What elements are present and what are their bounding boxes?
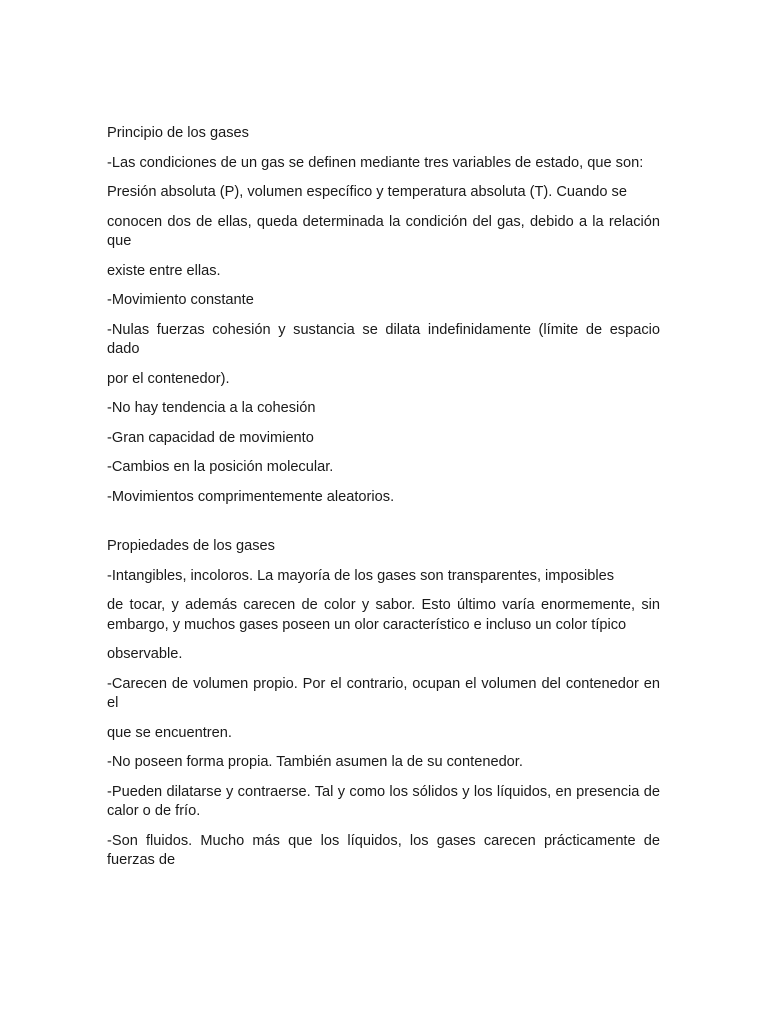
section-spacer (107, 517, 660, 537)
list-item: -No hay tendencia a la cohesión (107, 400, 316, 416)
list-item: -Movimiento constante (107, 292, 254, 308)
document-body (107, 124, 660, 881)
paragraph: Presión absoluta (P), volumen específico y temperatura absoluta (T). Cuando se (107, 184, 627, 200)
section-heading-principio: Principio de los gases (107, 125, 249, 141)
list-item: -Son fluidos. Mucho más que los líquidos, los gases carecen prácticamente de fuerzas de (107, 832, 660, 868)
paragraph: por el contenedor). (107, 370, 230, 387)
section-heading-propiedades: Propiedades de los gases (107, 538, 275, 554)
paragraph: que se encuentren. (107, 724, 232, 741)
paragraph: conocen dos de ellas, queda determinada la condición del gas, debido a la relación que (107, 213, 660, 249)
list-item: -Cambios en la posición molecular. (107, 459, 334, 475)
list-item: -Gran capacidad de movimiento (107, 429, 314, 446)
paragraph: existe entre ellas. (107, 262, 221, 279)
paragraph: -Las condiciones de un gas se definen mediante tres variables de estado, que son: (107, 154, 644, 171)
list-item: -Intangibles, incoloros. La mayoría de los gases son transparentes, imposibles (107, 567, 614, 584)
list-item: -Pueden dilatarse y contraerse. Tal y como los sólidos y los líquidos, en presencia de calor o de frío. (107, 783, 660, 819)
list-item: -No poseen forma propia. También asumen la de su contenedor. (107, 754, 523, 770)
list-item: -Carecen de volumen propio. Por el contrario, ocupan el volumen del contenedor en el (107, 675, 660, 711)
paragraph: observable. (107, 646, 183, 662)
list-item: -Movimientos comprimentemente aleatorios. (107, 488, 395, 505)
list-item: -Nulas fuerzas cohesión y sustancia se dilata indefinidamente (límite de espacio dado (107, 321, 660, 357)
paragraph: de tocar, y además carecen de color y sabor. Esto último varía enormemente, sin embargo, y muchos gases poseen un olor característico e incluso un color típico (107, 597, 660, 633)
